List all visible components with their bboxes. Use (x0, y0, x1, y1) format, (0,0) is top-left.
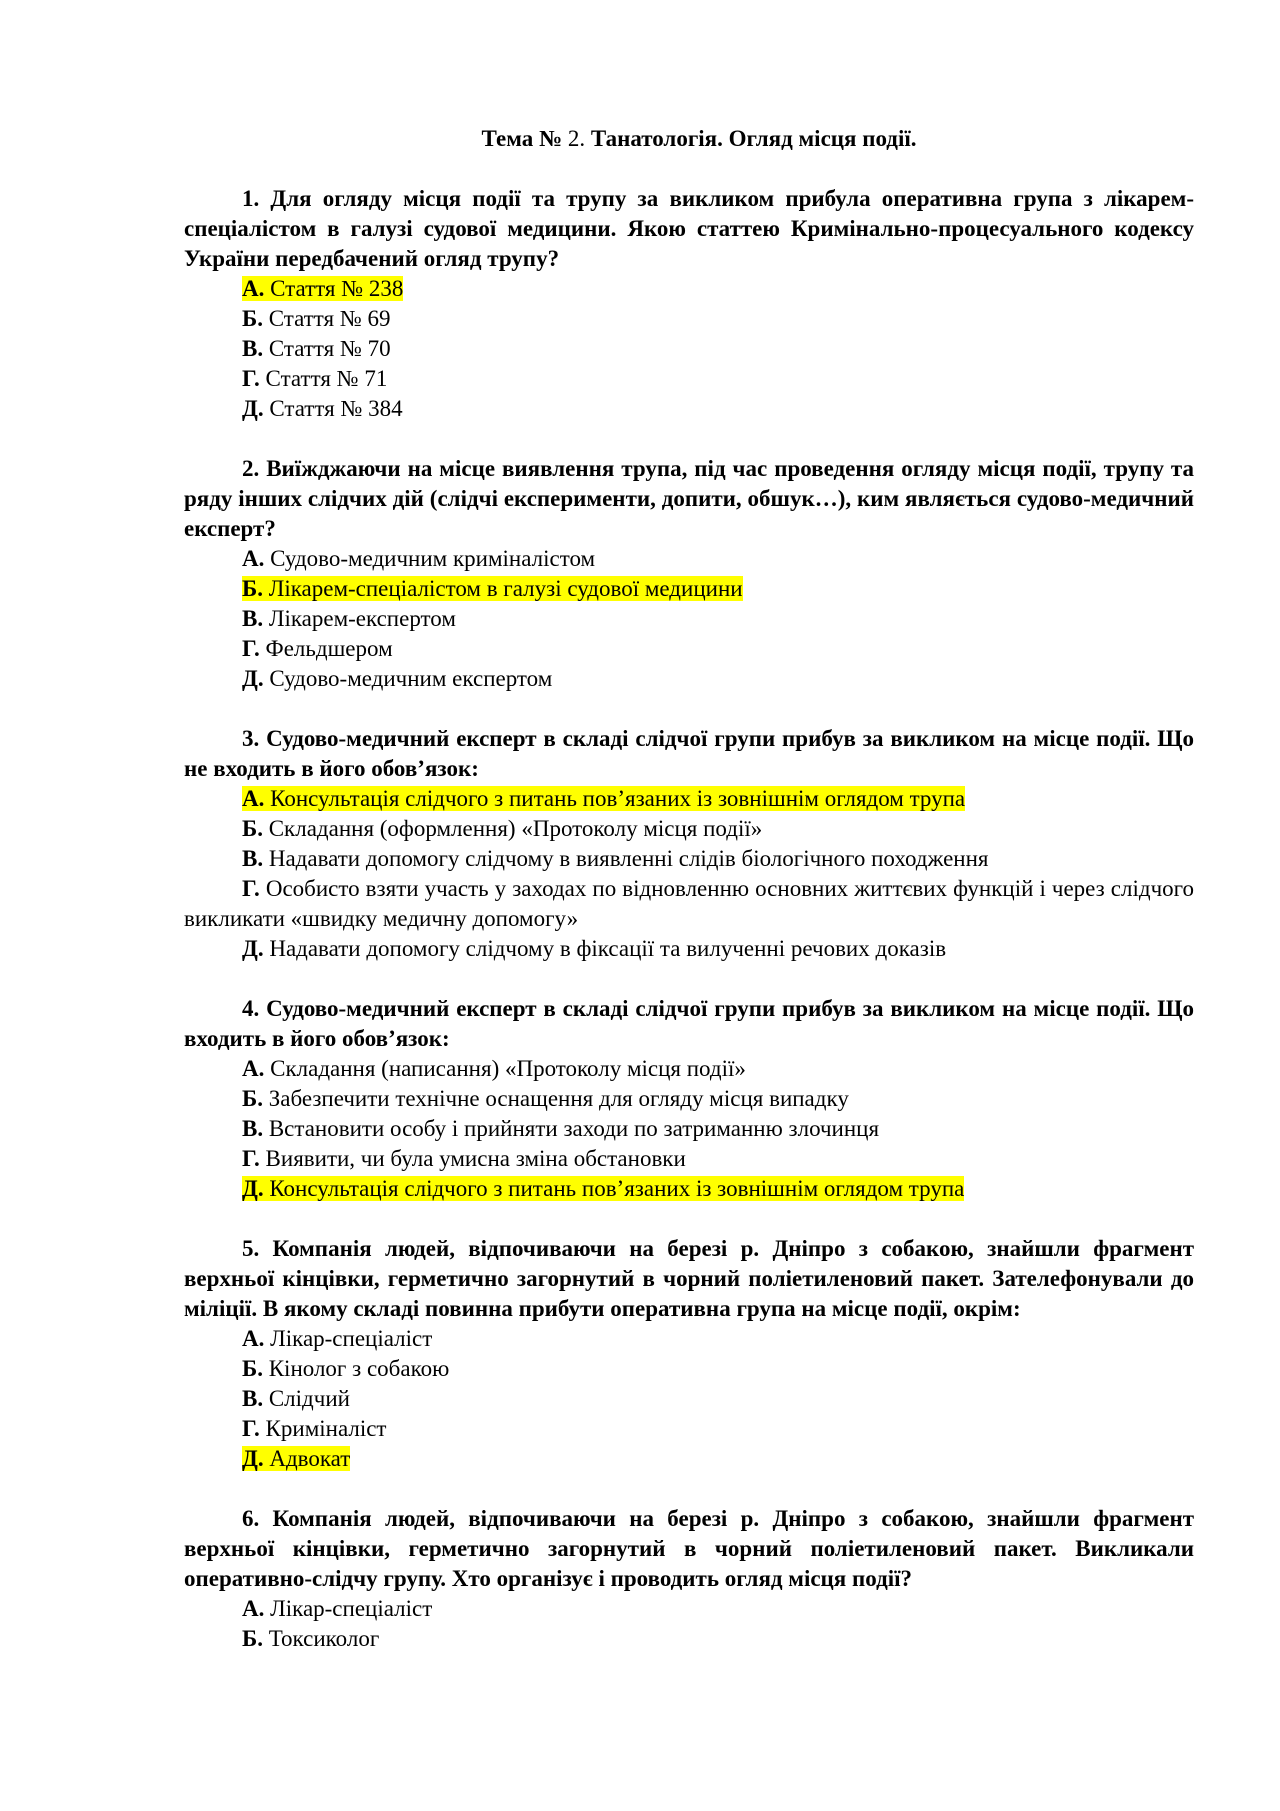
answer-letter: Б. (242, 576, 263, 601)
answer-letter: А. (242, 1326, 265, 1351)
question-text: 2. Виїжджаючи на місце виявлення трупа, під час проведення огляду місця події, трупу та ряду інших слідчих дій (слідчі експерименти, допити, обшук…), ким являється судово-медичний експерт? (184, 456, 1194, 541)
answer-text: Встановити особу і прийняти заходи по затриманню злочинця (263, 1116, 880, 1141)
answer-text: Адвокат (263, 1446, 351, 1471)
answer-option (184, 334, 1194, 364)
answer-letter: Б. (242, 1356, 263, 1381)
answer-text: Слідчий (263, 1386, 350, 1411)
answer-text-wrap (242, 396, 403, 421)
title-text: Танатологія. Огляд місця події. (585, 126, 917, 151)
answer-text: Особисто взяти участь у заходах по відновленню основних життєвих функцій і через слідчого викликати «швидку медичну допомогу» (184, 876, 1194, 931)
answer-letter: Г. (242, 636, 260, 661)
answer-letter: А. (242, 546, 265, 571)
answer-option (184, 1414, 1194, 1444)
answer-text: Лікар-спеціаліст (264, 1326, 433, 1351)
answer-text: Консультація слідчого з питань пов’язаних із зовнішнім оглядом трупа (264, 786, 966, 811)
question-3 (184, 724, 1194, 964)
answer-text-wrap (242, 1326, 432, 1351)
answer-text-wrap (242, 1626, 379, 1651)
answer-text: Фельдшером (259, 636, 393, 661)
answer-letter: В. (242, 606, 264, 631)
title-number: 2. (562, 126, 586, 151)
answer-option (184, 1384, 1194, 1414)
answer-option (184, 574, 1194, 604)
answer-letter: А. (242, 1596, 265, 1621)
answer-text-wrap (242, 1086, 849, 1111)
answer-options (184, 274, 1194, 424)
answer-text: Кінолог з собакою (262, 1356, 450, 1381)
answer-option (184, 784, 1194, 814)
answer-text: Лікарем-експертом (263, 606, 456, 631)
answer-letter: Б. (242, 1086, 263, 1111)
answer-text: Складання (написання) «Протоколу місця події» (264, 1056, 746, 1081)
answer-letter: Г. (242, 366, 260, 391)
answer-letter: Б. (242, 306, 263, 331)
question-text: 3. Судово-медичний експерт в складі слідчої групи прибув за викликом на місце події. Що не входить в його обов’язок: (184, 726, 1194, 781)
answer-options (184, 1054, 1194, 1204)
correct-answer-highlight (242, 1176, 964, 1201)
answer-letter: Д. (242, 396, 264, 421)
answer-text-wrap (242, 1056, 746, 1081)
answer-text-wrap (242, 1416, 387, 1441)
answer-options (184, 544, 1194, 694)
answer-text: Складання (оформлення) «Протоколу місця події» (262, 816, 763, 841)
answer-options (184, 1324, 1194, 1474)
answer-option (184, 634, 1194, 664)
answer-option (184, 394, 1194, 424)
answer-letter: В. (242, 336, 264, 361)
answer-option (184, 544, 1194, 574)
answer-text: Надавати допомогу слідчому в фіксації та вилученні речових доказів (263, 936, 947, 961)
answer-option (184, 664, 1194, 694)
answer-letter: В. (242, 1386, 264, 1411)
answer-letter: А. (242, 786, 265, 811)
answer-option (184, 1144, 1194, 1174)
question-text: 6. Компанія людей, відпочиваючи на березі р. Дніпро з собакою, знайшли фрагмент верхньої кінцівки, герметично загорнутий в чорний поліетиленовий пакет. Викликали оперативно-слідчу групу. Хто організує і проводить огляд місця події? (184, 1506, 1194, 1591)
correct-answer-highlight (242, 576, 743, 601)
answer-text: Стаття № 69 (262, 306, 391, 331)
answer-option (184, 274, 1194, 304)
answer-option (184, 604, 1194, 634)
answer-option (184, 1114, 1194, 1144)
answer-text-wrap (242, 846, 988, 871)
answer-letter: Г. (242, 1416, 260, 1441)
answer-letter: Г. (242, 1146, 260, 1171)
answer-text-wrap (242, 1116, 879, 1141)
answer-option (184, 1324, 1194, 1354)
answer-option (184, 1444, 1194, 1474)
answer-option (184, 1084, 1194, 1114)
answer-text-wrap (242, 666, 552, 691)
answer-text: Стаття № 71 (259, 366, 388, 391)
answer-option (184, 844, 1194, 874)
answer-text-wrap (242, 1146, 686, 1171)
answer-text: Стаття № 384 (263, 396, 403, 421)
answer-letter: Д. (242, 936, 264, 961)
answer-letter: А. (242, 1056, 265, 1081)
answer-option (184, 1624, 1194, 1654)
correct-answer-highlight (242, 786, 965, 811)
answer-option (184, 814, 1194, 844)
answer-text-wrap (242, 636, 393, 661)
question-text: 5. Компанія людей, відпочиваючи на березі р. Дніпро з собакою, знайшли фрагмент верхньої кінцівки, герметично загорнутий в чорний поліетиленовий пакет. Зателефонували до міліції. В якому складі повинна прибути оперативна група на місце події, окрім: (184, 1236, 1194, 1321)
answer-letter: В. (242, 1116, 264, 1141)
answer-text-wrap (242, 1356, 449, 1381)
question-list (184, 184, 1194, 1654)
answer-text-wrap (242, 606, 456, 631)
question-text: 1. Для огляду місця події та трупу за викликом прибула оперативна група з лікарем-спеціалістом в галузі судової медицини. Якою статтею Кримінально-процесуального кодексу України передбачений огляд трупу? (184, 186, 1194, 271)
answer-text-wrap (242, 306, 391, 331)
answer-text: Стаття № 238 (264, 276, 404, 301)
answer-text: Надавати допомогу слідчому в виявленні слідів біологічного походження (263, 846, 989, 871)
answer-text: Лікар-спеціаліст (264, 1596, 433, 1621)
answer-text-wrap (242, 936, 946, 961)
answer-letter: В. (242, 846, 264, 871)
correct-answer-highlight (242, 1446, 350, 1471)
answer-option (184, 1054, 1194, 1084)
answer-text: Виявити, чи була умисна зміна обстановки (259, 1146, 686, 1171)
question-4 (184, 994, 1194, 1204)
answer-option (184, 364, 1194, 394)
answer-option (184, 1354, 1194, 1384)
answer-text-wrap (242, 546, 595, 571)
answer-text: Консультація слідчого з питань пов’язаних із зовнішнім оглядом трупа (263, 1176, 965, 1201)
answer-option (184, 934, 1194, 964)
answer-text: Токсиколог (262, 1626, 380, 1651)
answer-options (184, 784, 1194, 964)
question-5 (184, 1234, 1194, 1474)
answer-letter: Д. (242, 1446, 264, 1471)
question-text: 4. Судово-медичний експерт в складі слідчої групи прибув за викликом на місце події. Що входить в його обов’язок: (184, 996, 1194, 1051)
answer-text-wrap (242, 366, 387, 391)
answer-text: Забезпечити технічне оснащення для огляду місця випадку (262, 1086, 849, 1111)
answer-text: Лікарем-спеціалістом в галузі судової медицини (262, 576, 743, 601)
answer-option (184, 874, 1194, 934)
answer-letter: Б. (242, 1626, 263, 1651)
question-6 (184, 1504, 1194, 1654)
answer-text-wrap (242, 816, 762, 841)
answer-text-wrap (242, 1386, 350, 1411)
answer-options (184, 1594, 1194, 1654)
answer-letter: Б. (242, 816, 263, 841)
answer-option (184, 1594, 1194, 1624)
question-1 (184, 184, 1194, 424)
answer-letter: А. (242, 276, 265, 301)
answer-text-wrap (242, 1596, 432, 1621)
answer-text: Криміналіст (259, 1416, 387, 1441)
answer-letter: Д. (242, 666, 264, 691)
title-prefix: Тема № (481, 126, 563, 151)
answer-option (184, 1174, 1194, 1204)
correct-answer-highlight (242, 276, 403, 301)
question-2 (184, 454, 1194, 694)
answer-text: Судово-медичним експертом (263, 666, 553, 691)
answer-text: Судово-медичним криміналістом (264, 546, 596, 571)
answer-letter: Г. (242, 876, 260, 901)
document-page (184, 124, 1194, 1684)
answer-text-wrap (184, 876, 1194, 931)
answer-option (184, 304, 1194, 334)
answer-letter: Д. (242, 1176, 264, 1201)
page-title (184, 124, 1194, 154)
answer-text: Стаття № 70 (263, 336, 391, 361)
answer-text-wrap (242, 336, 391, 361)
